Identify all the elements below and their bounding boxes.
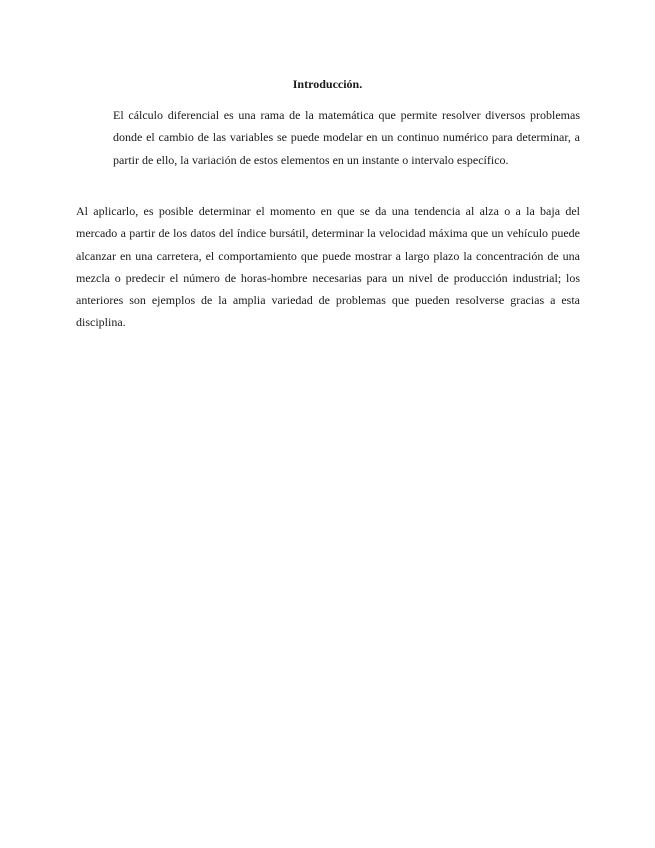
paragraph-indented: El cálculo diferencial es una rama de la matemática que permite resolver diversos problemas donde el cambio de las variables se puede modelar en un continuo numérico para determinar, a partir de ello, la variación de estos elementos en un instante o intervalo específico. [113, 108, 580, 167]
document-title: Introducción. [292, 77, 363, 91]
paragraph-body: Al aplicarlo, es posible determinar el momento en que se da una tendencia al alza o a la baja del mercado a partir de los datos del índice bursátil, determinar la velocidad máxima que un vehículo puede alcanzar en una carretera, el comportamiento que puede mostrar a largo plazo la concentración de una mezcla o predecir el número de horas-hombre necesarias para un nivel de producción industrial; los anteriores son ejemplos de la amplia variedad de problemas que pueden resolverse gracias a esta disciplina. [76, 204, 580, 330]
